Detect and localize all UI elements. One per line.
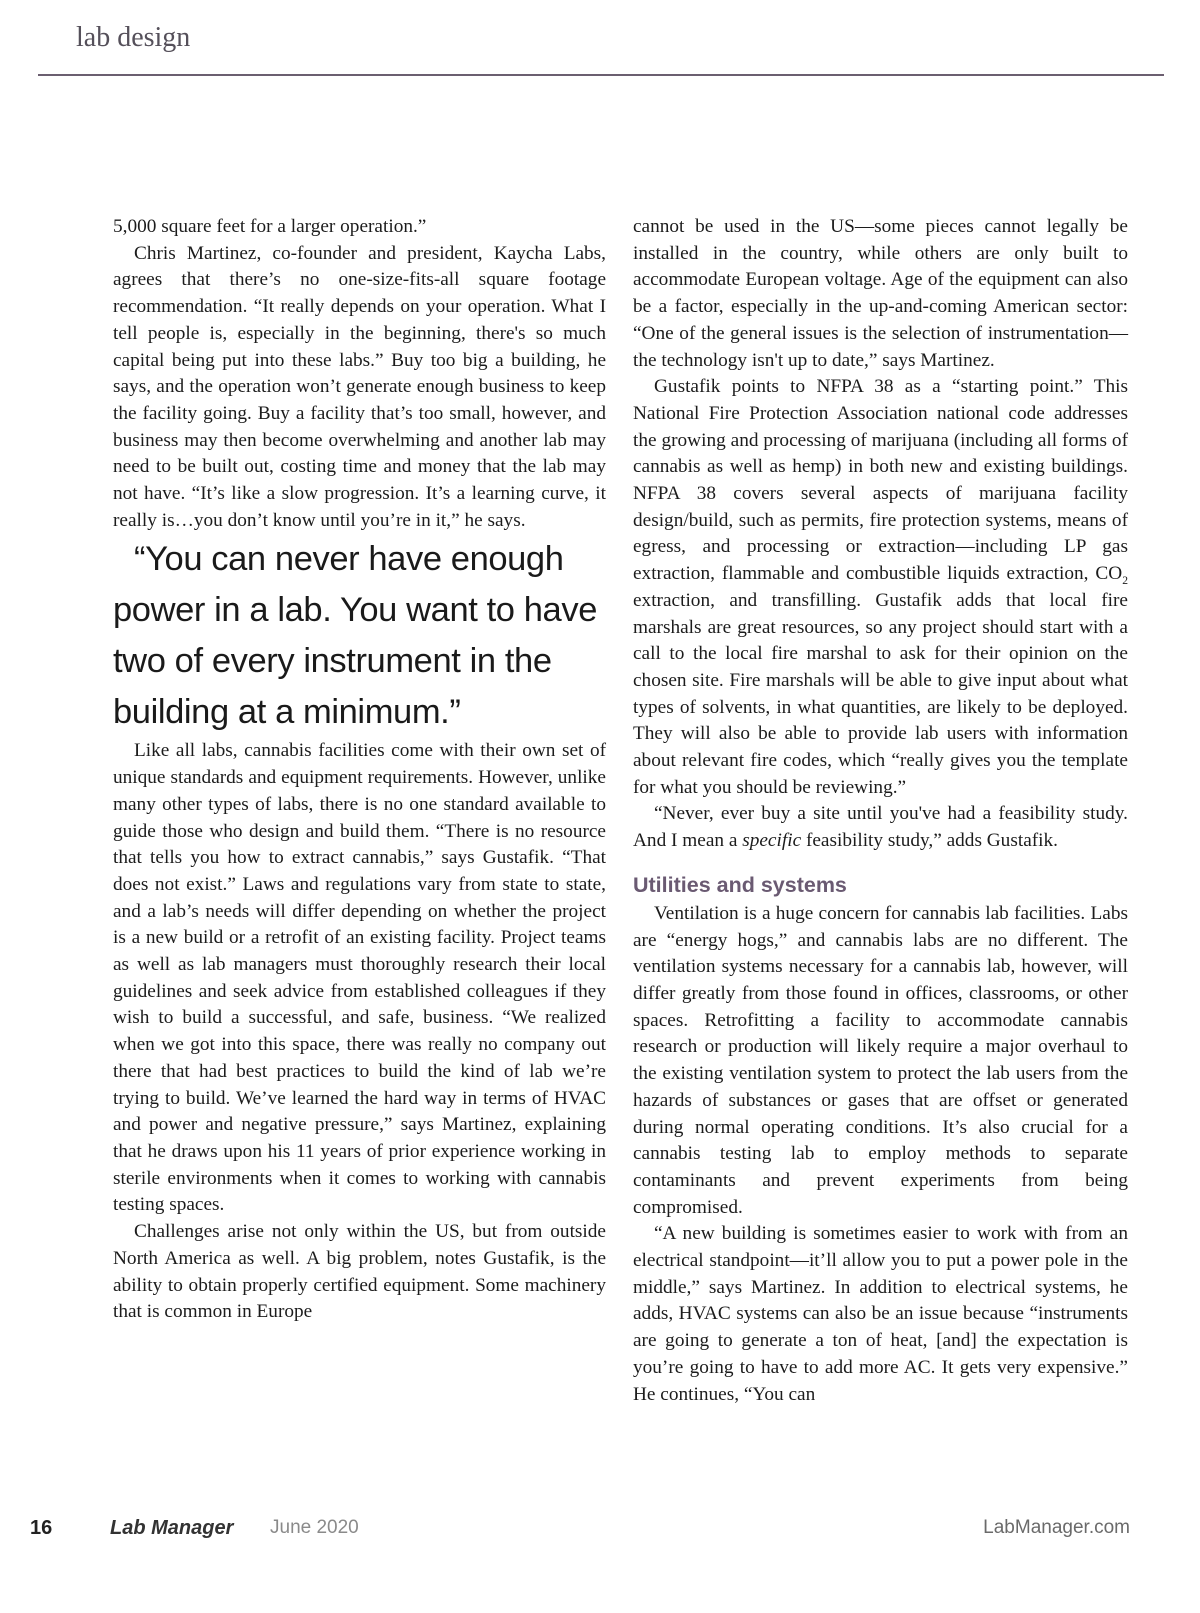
chemical-formula: CO — [1095, 563, 1123, 585]
paragraph: “A new building is sometimes easier to work with from an electrical standpoint—it’ll allow you to put a power pole in the middle,” says Martinez. In addition to electrical systems, he adds, HVAC systems can also be an issue because “instruments are going to generate a ton of heat, [and] the expectation is you’re going to have to add more AC. It gets very expensive.” He continues, “You can — [633, 1223, 1128, 1405]
paragraph: 5,000 square feet for a larger operation.” — [113, 216, 427, 237]
paragraph-text: Gustafik points to NFPA 38 as a “starting point.” This National Fire Protection Association national code addresses the growing and processing of marijuana (including all forms of cannabis as well as hemp) in both new and existing buildings. NFPA 38 covers several aspects of marijuana facility design/build, such as permits, fire protection systems, means of egress, and processing or extraction—including LP gas extraction, flammable and combustible liquids extraction, — [633, 376, 1128, 585]
subscript: 2 — [1122, 574, 1128, 587]
paragraph: Challenges arise not only within the US, but from outside North America as well. A big problem, notes Gustafik, is the ability to obtain properly certified equipment. Some machinery that is common in Europe — [113, 1221, 606, 1323]
section-title: lab design — [76, 22, 191, 53]
paragraph — [633, 801, 1128, 854]
paragraph: cannot be used in the US—some pieces cannot legally be installed in the country, while others are only built to accommodate European voltage. Age of the equipment can also be a factor, especially in the up-and-coming American sector: “One of the general issues is the selection of instrumentation—the technology isn't up to date,” says Martinez. — [633, 216, 1128, 371]
paragraph-text: “Never, ever buy a site until you've had a feasibility study. And I mean a — [633, 803, 1128, 852]
paragraph: Like all labs, cannabis facilities come with their own set of unique standards and equipment requirements. However, unlike many other types of labs, there is no one standard available to guide those who design and build them. “There is no resource that tells you how to extract cannabis,” says Gustafik. “That does not exist.” Laws and regulations vary from state to state, and a lab’s needs will differ depending on whether the project is a new build or a retrofit of an existing facility. Project teams as well as lab managers must thoroughly research their local guidelines and seek advice from established colleagues if they wish to build a successful, and safe, business. “We realized when we got into this space, there was really no company out there that had best practices to build the kind of lab we’re trying to build. We’ve learned the hard way in terms of HVAC and power and negative pressure,” says Martinez, explaining that he draws upon his 11 years of prior experience working in sterile environments when it comes to working with cannabis testing spaces. — [113, 740, 606, 1216]
subhead: Utilities and systems — [633, 872, 847, 897]
paragraph-text: extraction, and transfilling. Gustafik adds that local fire marshals are great resources, so any project should start with a call to the local fire marshal to ask for their opinion on the chosen site. Fire marshals will be able to give input about what types of solvents, in what quantities, are likely to be deployed. They will also be able to provide lab users with information about relevant fire codes, which “really gives you the template for what you should be reviewing.” — [633, 589, 1128, 798]
website: LabManager.com — [983, 1517, 1130, 1538]
footer — [30, 1517, 1130, 1547]
page-number: 16 — [30, 1517, 53, 1539]
pull-quote: “You can never have enough power in a lab. You want to have two of every instrument in the building at a minimum.” — [113, 540, 597, 732]
paragraph-text: feasibility study,” adds Gustafik. — [801, 830, 1058, 852]
issue-date: June 2020 — [270, 1517, 359, 1538]
paragraph: Chris Martinez, co-founder and president, Kaycha Labs, agrees that there’s no one-size-fits-all square footage recommendation. “It really depends on your operation. What I tell people is, especially in the beginning, there's so much capital being put into these labs.” Buy too big a building, he says, and the operation won’t generate enough business to keep the facility going. Buy a facility that’s too small, however, and business may then become overwhelming and another lab may need to be built out, costing time and money that the lab may not have. “It’s like a slow progression. It’s a learning curve, it really is…you don’t know until you’re in it,” he says. — [113, 242, 606, 531]
emphasis: specific — [742, 830, 802, 852]
paragraph — [633, 374, 1128, 801]
right-column — [633, 214, 1128, 1408]
header-rule — [38, 74, 1164, 76]
paragraph: Ventilation is a huge concern for cannabis lab facilities. Labs are “energy hogs,” and cannabis labs are no different. The ventilation systems necessary for a cannabis lab, however, will differ greatly from those found in offices, classrooms, or other spaces. Retrofitting a facility to accommodate cannabis research or production will likely require a major overhaul to the existing ventilation system to protect the lab users from the hazards of substances or gases that are offset or generated during normal operating conditions. It’s also crucial for a cannabis testing lab to employ methods to separate contaminants and prevent experiments from being compromised. — [633, 902, 1128, 1218]
magazine-name: Lab Manager — [110, 1517, 234, 1539]
left-column — [113, 214, 606, 1326]
